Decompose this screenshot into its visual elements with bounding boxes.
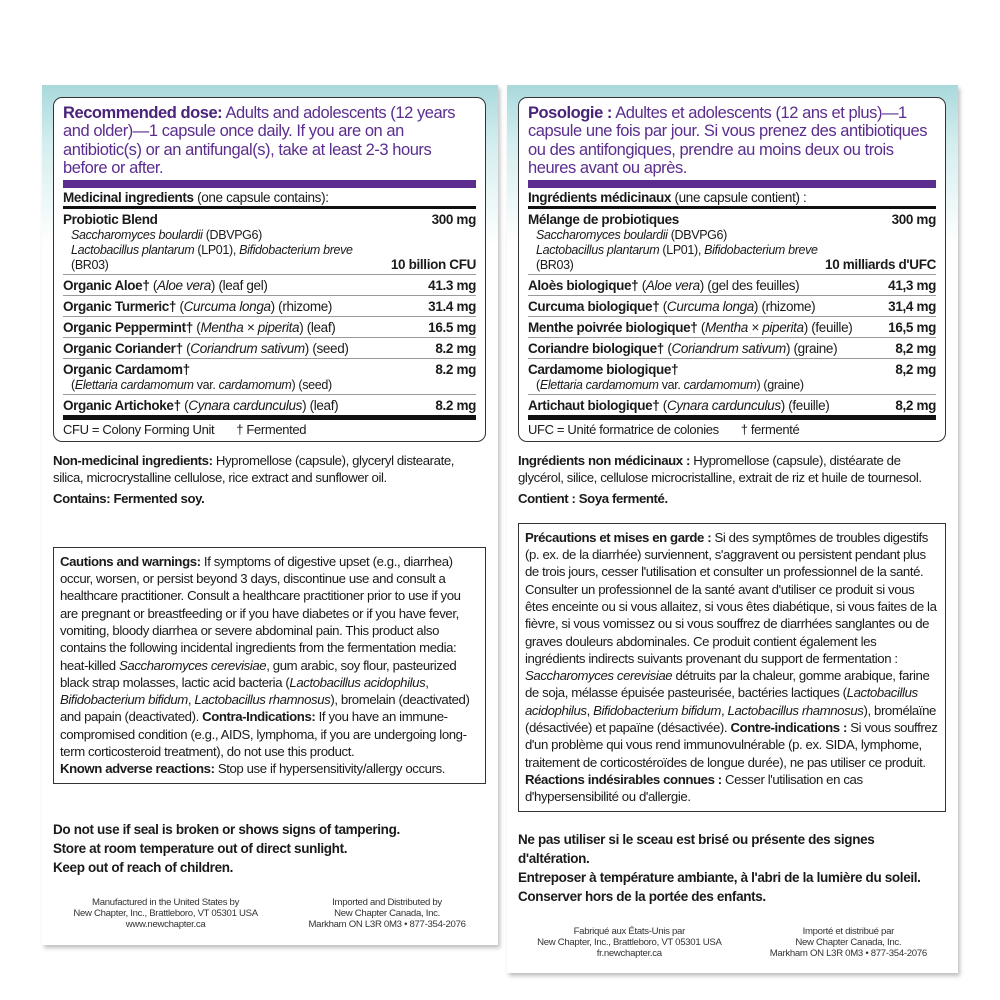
- text-segment: Cautions and warnings:: [60, 553, 201, 569]
- text-segment: Organic Artichoke†: [63, 398, 181, 414]
- text-segment: Cynara cardunculus: [666, 398, 781, 414]
- text-segment: cardamomum: [218, 378, 292, 393]
- footer-line: Manufactured in the United States by: [92, 896, 240, 908]
- text-segment: Bifidobacterium breve: [704, 243, 818, 258]
- footer-line: New Chapter, Inc., Brattleboro, VT 05301 USA: [73, 907, 258, 919]
- text-segment: Elettaria cardamomum: [74, 378, 194, 393]
- text-segment: Réactions indésirables connues :: [525, 771, 722, 787]
- text-segment: (LP01),: [659, 243, 705, 258]
- text-segment: ) (feuille): [803, 320, 853, 336]
- text-segment: ) (rhizome): [270, 299, 333, 315]
- text-segment: Bifidobacterium bifidum: [60, 692, 188, 708]
- unit-legend: UFC = Unité formatrice de colonies: [528, 422, 719, 438]
- text-segment: ,: [187, 692, 195, 708]
- text-segment: Adultes et adolescents (12 ans et plus)—1 capsule une fois par jour. Si vous prenez des antibiotiques ou des antifongiques, prendre au moins deux ou trois heures avant ou après.: [528, 104, 928, 177]
- ingredient-row: [63, 359, 476, 395]
- text-segment: ) (graine): [785, 341, 838, 357]
- ingredient-name: Mélange de probiotiques: [528, 212, 679, 228]
- ingredient-rows: [63, 275, 476, 415]
- text-segment: Contre-indications :: [730, 720, 848, 736]
- text-segment: Si vous souffrez d'un problème qui vous rend immunovulnérable (p. ex. SIDA, lymphome, traitement de corticostéroïdes de longue durée), ne pas utiliser ce produit.: [525, 720, 938, 770]
- ingredient-name: [63, 298, 422, 315]
- text-segment: (: [659, 299, 667, 315]
- text-segment: Ingrédients médicinaux: [528, 190, 672, 206]
- text-segment: Organic Peppermint†: [63, 320, 193, 336]
- ingredient-row: [528, 395, 936, 415]
- text-segment: Lactobacillus plantarum: [536, 243, 660, 258]
- ingredients-header: [528, 188, 936, 209]
- text-segment: (one capsule contains):: [193, 190, 329, 206]
- text-segment: Adults and adolescents (12 years and older)—1 capsule once daily. If you are on an antibiotic(s) or an antifungal(s), take at least 2-3 hours before or after.: [63, 104, 456, 177]
- footer-line: New Chapter Canada, Inc.: [795, 936, 902, 948]
- text-segment: (: [697, 320, 705, 336]
- text-segment: Stop use if hypersensitivity/allergy occurs.: [214, 761, 446, 777]
- unit-legend: CFU = Colony Forming Unit: [63, 422, 215, 438]
- recommended-dose: [528, 104, 936, 177]
- text-segment: (: [182, 341, 191, 357]
- footer-line: Markham ON L3R 0M3 • 877-354-2076: [308, 919, 466, 931]
- text-segment: Menthe poivrée biologique†: [528, 320, 698, 336]
- ingredient-rows: [528, 275, 936, 415]
- fermented-legend: † Fermented: [236, 422, 307, 438]
- text-segment: var.: [658, 378, 684, 393]
- ingredient-amount-cfu: 10 milliards d'UFC: [825, 257, 936, 273]
- ingredient-name: [528, 361, 889, 393]
- text-segment: (: [536, 378, 540, 393]
- distributor-info: [770, 926, 927, 960]
- ingredient-row-probiotic: [63, 209, 476, 275]
- text-segment: Organic Turmeric†: [63, 299, 177, 315]
- ingredient-amount: 8.2 mg: [435, 341, 476, 357]
- website-link[interactable]: www.newchapter.ca: [125, 919, 206, 931]
- ingredient-name: [528, 319, 882, 336]
- warning-line: Ne pas utiliser si le sceau est brisé ou présente des signes d'altération.: [518, 831, 875, 866]
- warning-line: Store at room temperature out of direct sunlight.: [53, 840, 348, 856]
- ingredient-row: [63, 338, 476, 359]
- text-segment: détruits par la chaleur, gomme arabique, farine de soja, mélasse épuisée pasteurisée, bactéries lactiques (: [525, 668, 930, 701]
- website-link[interactable]: fr.newchapter.ca: [596, 948, 662, 960]
- ingredient-row-probiotic: [528, 209, 936, 275]
- text-segment: Lactobacillus rhamnosus: [727, 702, 864, 718]
- table-legend: [528, 415, 936, 441]
- text-segment: ,: [721, 702, 728, 718]
- manufacturer-info: [537, 926, 721, 960]
- text-segment: (BR03): [536, 258, 574, 273]
- footer-line: Fabriqué aux États-Unis par: [573, 925, 685, 937]
- text-segment: Saccharomyces cerevisiae: [118, 657, 267, 673]
- dose-and-ingredients-box: [518, 97, 946, 442]
- ingredient-row: [528, 338, 936, 359]
- ingredient-row: [528, 296, 936, 317]
- text-segment: (LP01),: [194, 243, 240, 258]
- text-segment: (: [638, 278, 646, 294]
- ingredient-source: [63, 378, 429, 393]
- label-panel-french: [507, 85, 958, 973]
- table-legend: [63, 415, 476, 441]
- text-segment: Mentha × piperita: [704, 320, 804, 336]
- text-segment: ) (graine): [756, 378, 804, 393]
- text-segment: If symptoms of digestive upset (e.g., diarrhea) occur, worsen, or persist beyond 3 days, discontinue use and consult a healthcare practitioner. Consult a healthcare practitioner prior to use if you are pregnant or breastfeeding or if you have diabetes or if you have fever, vomiting, bloody diarrhea or severe abdominal pain. This product also contains the following incidental ingredients from the fermentation media: heat-killed: [60, 553, 461, 673]
- text-segment: Lactobacillus plantarum: [71, 243, 195, 258]
- text-segment: Saccharomyces boulardii: [71, 228, 203, 243]
- text-segment: Hypromellose (capsule), distéarate de glycérol, silice, cellulose microcristalline, extrait de riz et huile de tournesol.: [518, 453, 922, 486]
- fermented-legend: † fermenté: [740, 422, 800, 438]
- text-segment: Contra-Indications:: [202, 709, 316, 725]
- contains-allergen: Contient : Soya fermenté.: [518, 490, 668, 506]
- ingredient-name: [528, 397, 889, 414]
- ingredient-strain: [63, 228, 385, 243]
- text-segment: (DBVPG6): [202, 228, 262, 243]
- warning-line: Keep out of reach of children.: [53, 859, 234, 875]
- text-segment: If you have an immune-compromised condition (e.g., AIDS, lymphoma, if you are undergoing long-term corticosteroid treatment), do not use this product.: [60, 709, 467, 760]
- text-segment: Curcuma longa: [666, 299, 754, 315]
- ingredient-name: [63, 277, 422, 294]
- text-segment: ) (gel des feuilles): [699, 278, 800, 294]
- text-segment: Mentha × piperita: [200, 320, 300, 336]
- text-segment: (: [659, 398, 667, 414]
- text-segment: Organic Cardamom†: [63, 362, 190, 378]
- text-segment: Known adverse reactions:: [60, 761, 215, 777]
- ingredient-row: [63, 296, 476, 317]
- text-segment: Medicinal ingredients: [63, 190, 194, 206]
- text-segment: ) (leaf): [302, 398, 339, 414]
- ingredient-amount: 8.2 mg: [435, 398, 476, 414]
- ingredient-row: [63, 275, 476, 296]
- text-segment: cardamomum: [683, 378, 757, 393]
- text-segment: Aloe vera: [157, 278, 211, 294]
- ingredient-row: [528, 275, 936, 296]
- ingredient-amount: 41,3 mg: [888, 278, 936, 294]
- text-segment: Saccharomyces boulardii: [536, 228, 668, 243]
- text-segment: (: [176, 299, 184, 315]
- ingredient-amount: 16,5 mg: [888, 320, 936, 336]
- text-segment: , gum arabic, soy flour, pasteurized black strap molasses, lactic acid bacteria (: [60, 657, 457, 690]
- purple-divider: [63, 180, 476, 188]
- text-segment: Cesser l'utilisation en cas d'hypersensibilité ou d'allergie.: [525, 771, 863, 805]
- text-segment: (: [149, 278, 158, 294]
- text-segment: ) (feuille): [780, 398, 830, 414]
- text-segment: Posologie :: [528, 104, 612, 122]
- ingredient-name: Probiotic Blend: [63, 212, 158, 228]
- label-panel-english: [42, 85, 498, 945]
- text-segment: ) (seed): [291, 378, 332, 393]
- storage-warnings: [518, 830, 946, 906]
- text-segment: Aloès biologique†: [528, 278, 639, 294]
- text-segment: Organic Aloe†: [63, 278, 150, 294]
- ingredient-amount: 31,4 mg: [888, 299, 936, 315]
- text-segment: Artichaut biologique†: [528, 398, 660, 414]
- dose-and-ingredients-box: [53, 97, 486, 442]
- non-medicinal-ingredients: [518, 452, 946, 507]
- ingredient-source: [528, 378, 889, 393]
- ingredient-name: [528, 277, 882, 294]
- text-segment: Ingrédients non médicinaux :: [518, 453, 690, 469]
- ingredient-amount-cfu: 10 billion CFU: [390, 257, 476, 273]
- text-segment: (: [192, 320, 201, 336]
- warning-line: Conserver hors de la portée des enfants.: [518, 888, 766, 904]
- text-segment: Saccharomyces cerevisiae: [525, 668, 673, 684]
- text-segment: Curcuma biologique†: [528, 299, 660, 315]
- warning-line: Do not use if seal is broken or shows signs of tampering.: [53, 821, 400, 837]
- storage-warnings: [53, 820, 486, 877]
- footer-line: New Chapter Canada, Inc.: [334, 907, 440, 919]
- text-segment: Lactobacillus acidophilus: [289, 674, 426, 690]
- text-segment: Elettaria cardamomum: [539, 378, 659, 393]
- ingredient-name: [528, 340, 889, 357]
- non-medicinal-text: [53, 452, 486, 486]
- text-segment: Recommended dose:: [63, 104, 223, 122]
- cautions-box: [53, 547, 486, 784]
- text-segment: Coriandrum sativum: [190, 341, 305, 357]
- text-segment: ) (leaf gel): [210, 278, 268, 294]
- ingredient-strain: [528, 243, 819, 273]
- footer-line: Markham ON L3R 0M3 • 877-354-2076: [769, 948, 927, 960]
- ingredients-header: [63, 188, 476, 209]
- text-segment: Coriandre biologique†: [528, 341, 664, 357]
- text-segment: ) (leaf): [299, 320, 336, 336]
- text-segment: ,: [425, 674, 429, 690]
- non-medicinal-ingredients: [53, 452, 486, 507]
- manufacturer-info: [73, 897, 257, 931]
- text-segment: Aloe vera: [645, 278, 700, 294]
- text-segment: Curcuma longa: [183, 299, 271, 315]
- ingredient-row: [528, 359, 936, 395]
- footer-line: Importé et distribué par: [802, 925, 895, 937]
- text-segment: Bifidobacterium bifidum: [593, 702, 721, 718]
- ingredient-row: [63, 395, 476, 415]
- text-segment: Organic Coriander†: [63, 341, 183, 357]
- ingredient-amount: 41.3 mg: [428, 278, 476, 294]
- ingredient-amount: 8.2 mg: [435, 362, 476, 378]
- ingredient-name: [63, 361, 429, 393]
- footer-line: New Chapter, Inc., Brattleboro, VT 05301 USA: [537, 936, 722, 948]
- text-segment: (une capsule contient) :: [671, 190, 807, 206]
- text-segment: (BR03): [71, 258, 109, 273]
- text-segment: (DBVPG6): [667, 228, 727, 243]
- ingredient-amount: 8,2 mg: [895, 341, 936, 357]
- text-segment: ), bromelain (deactivated) and papain (deactivated).: [60, 692, 470, 725]
- text-segment: Si des symptômes de troubles digestifs (p. ex. de la diarrhée) surviennent, s'aggravent ou persistent pendant plus de trois jours, cesser l'utilisation et consulter un professionnel de la santé. Consulter un professionnel de la santé avant d'utiliser ce produit si vous êtes enceinte ou si vous allaitez, si vous êtes diabétique, si vous faites de la fièvre, si vous vomissez ou si vous souffrez de diarrhées sanglantes ou de graves douleurs abdominales. Ce produit contient également les ingrédients indirects suivants provenant du support de fermentation :: [525, 529, 937, 666]
- ingredient-amount: 8,2 mg: [895, 362, 936, 378]
- ingredient-row: [63, 317, 476, 338]
- text-segment: Lactobacillus acidophilus: [525, 685, 918, 718]
- text-segment: Bifidobacterium breve: [239, 243, 353, 258]
- text-segment: Non-medicinal ingredients:: [53, 453, 213, 469]
- text-segment: Coriandrum sativum: [671, 341, 786, 357]
- ingredient-strain: [63, 243, 385, 273]
- ingredient-name: [63, 340, 429, 357]
- label-footer: [53, 877, 486, 931]
- text-segment: ) (seed): [304, 341, 349, 357]
- ingredient-amount: 300 mg: [891, 212, 936, 228]
- text-segment: Cynara cardunculus: [188, 398, 303, 414]
- text-segment: ) (rhizome): [753, 299, 816, 315]
- recommended-dose: [63, 104, 476, 177]
- footer-line: Imported and Distributed by: [332, 896, 442, 908]
- text-segment: ,: [586, 702, 594, 718]
- ingredient-row: [528, 317, 936, 338]
- ingredient-name: [63, 397, 429, 414]
- ingredient-amount: 8,2 mg: [895, 398, 936, 414]
- warning-line: Entreposer à température ambiante, à l'abri de la lumière du soleil.: [518, 869, 921, 885]
- ingredient-strain: [528, 228, 819, 243]
- ingredient-amount: 16.5 mg: [428, 320, 476, 336]
- ingredient-name: [528, 298, 882, 315]
- text-segment: (: [180, 398, 189, 414]
- contains-allergen: Contains: Fermented soy.: [53, 490, 205, 506]
- text-segment: var.: [193, 378, 219, 393]
- text-segment: Lactobacillus rhamnosus: [194, 692, 331, 708]
- cautions-box: [518, 523, 946, 812]
- label-footer: [518, 906, 946, 960]
- text-segment: Précautions et mises en garde :: [525, 529, 712, 545]
- text-segment: (: [71, 378, 75, 393]
- non-medicinal-text: [518, 452, 946, 486]
- text-segment: Cardamome biologique†: [528, 362, 679, 378]
- text-segment: Hypromellose (capsule), glyceryl distearate, silica, microcrystalline cellulose, rice extract and sunflower oil.: [53, 453, 455, 486]
- text-segment: (: [663, 341, 672, 357]
- distributor-info: [308, 897, 465, 931]
- purple-divider: [528, 180, 936, 188]
- ingredient-amount: 300 mg: [431, 212, 476, 228]
- text-segment: ), bromélaïne (désactivée) et papaïne (désactivée).: [525, 702, 936, 736]
- ingredient-name: [63, 319, 422, 336]
- ingredient-amount: 31.4 mg: [428, 299, 476, 315]
